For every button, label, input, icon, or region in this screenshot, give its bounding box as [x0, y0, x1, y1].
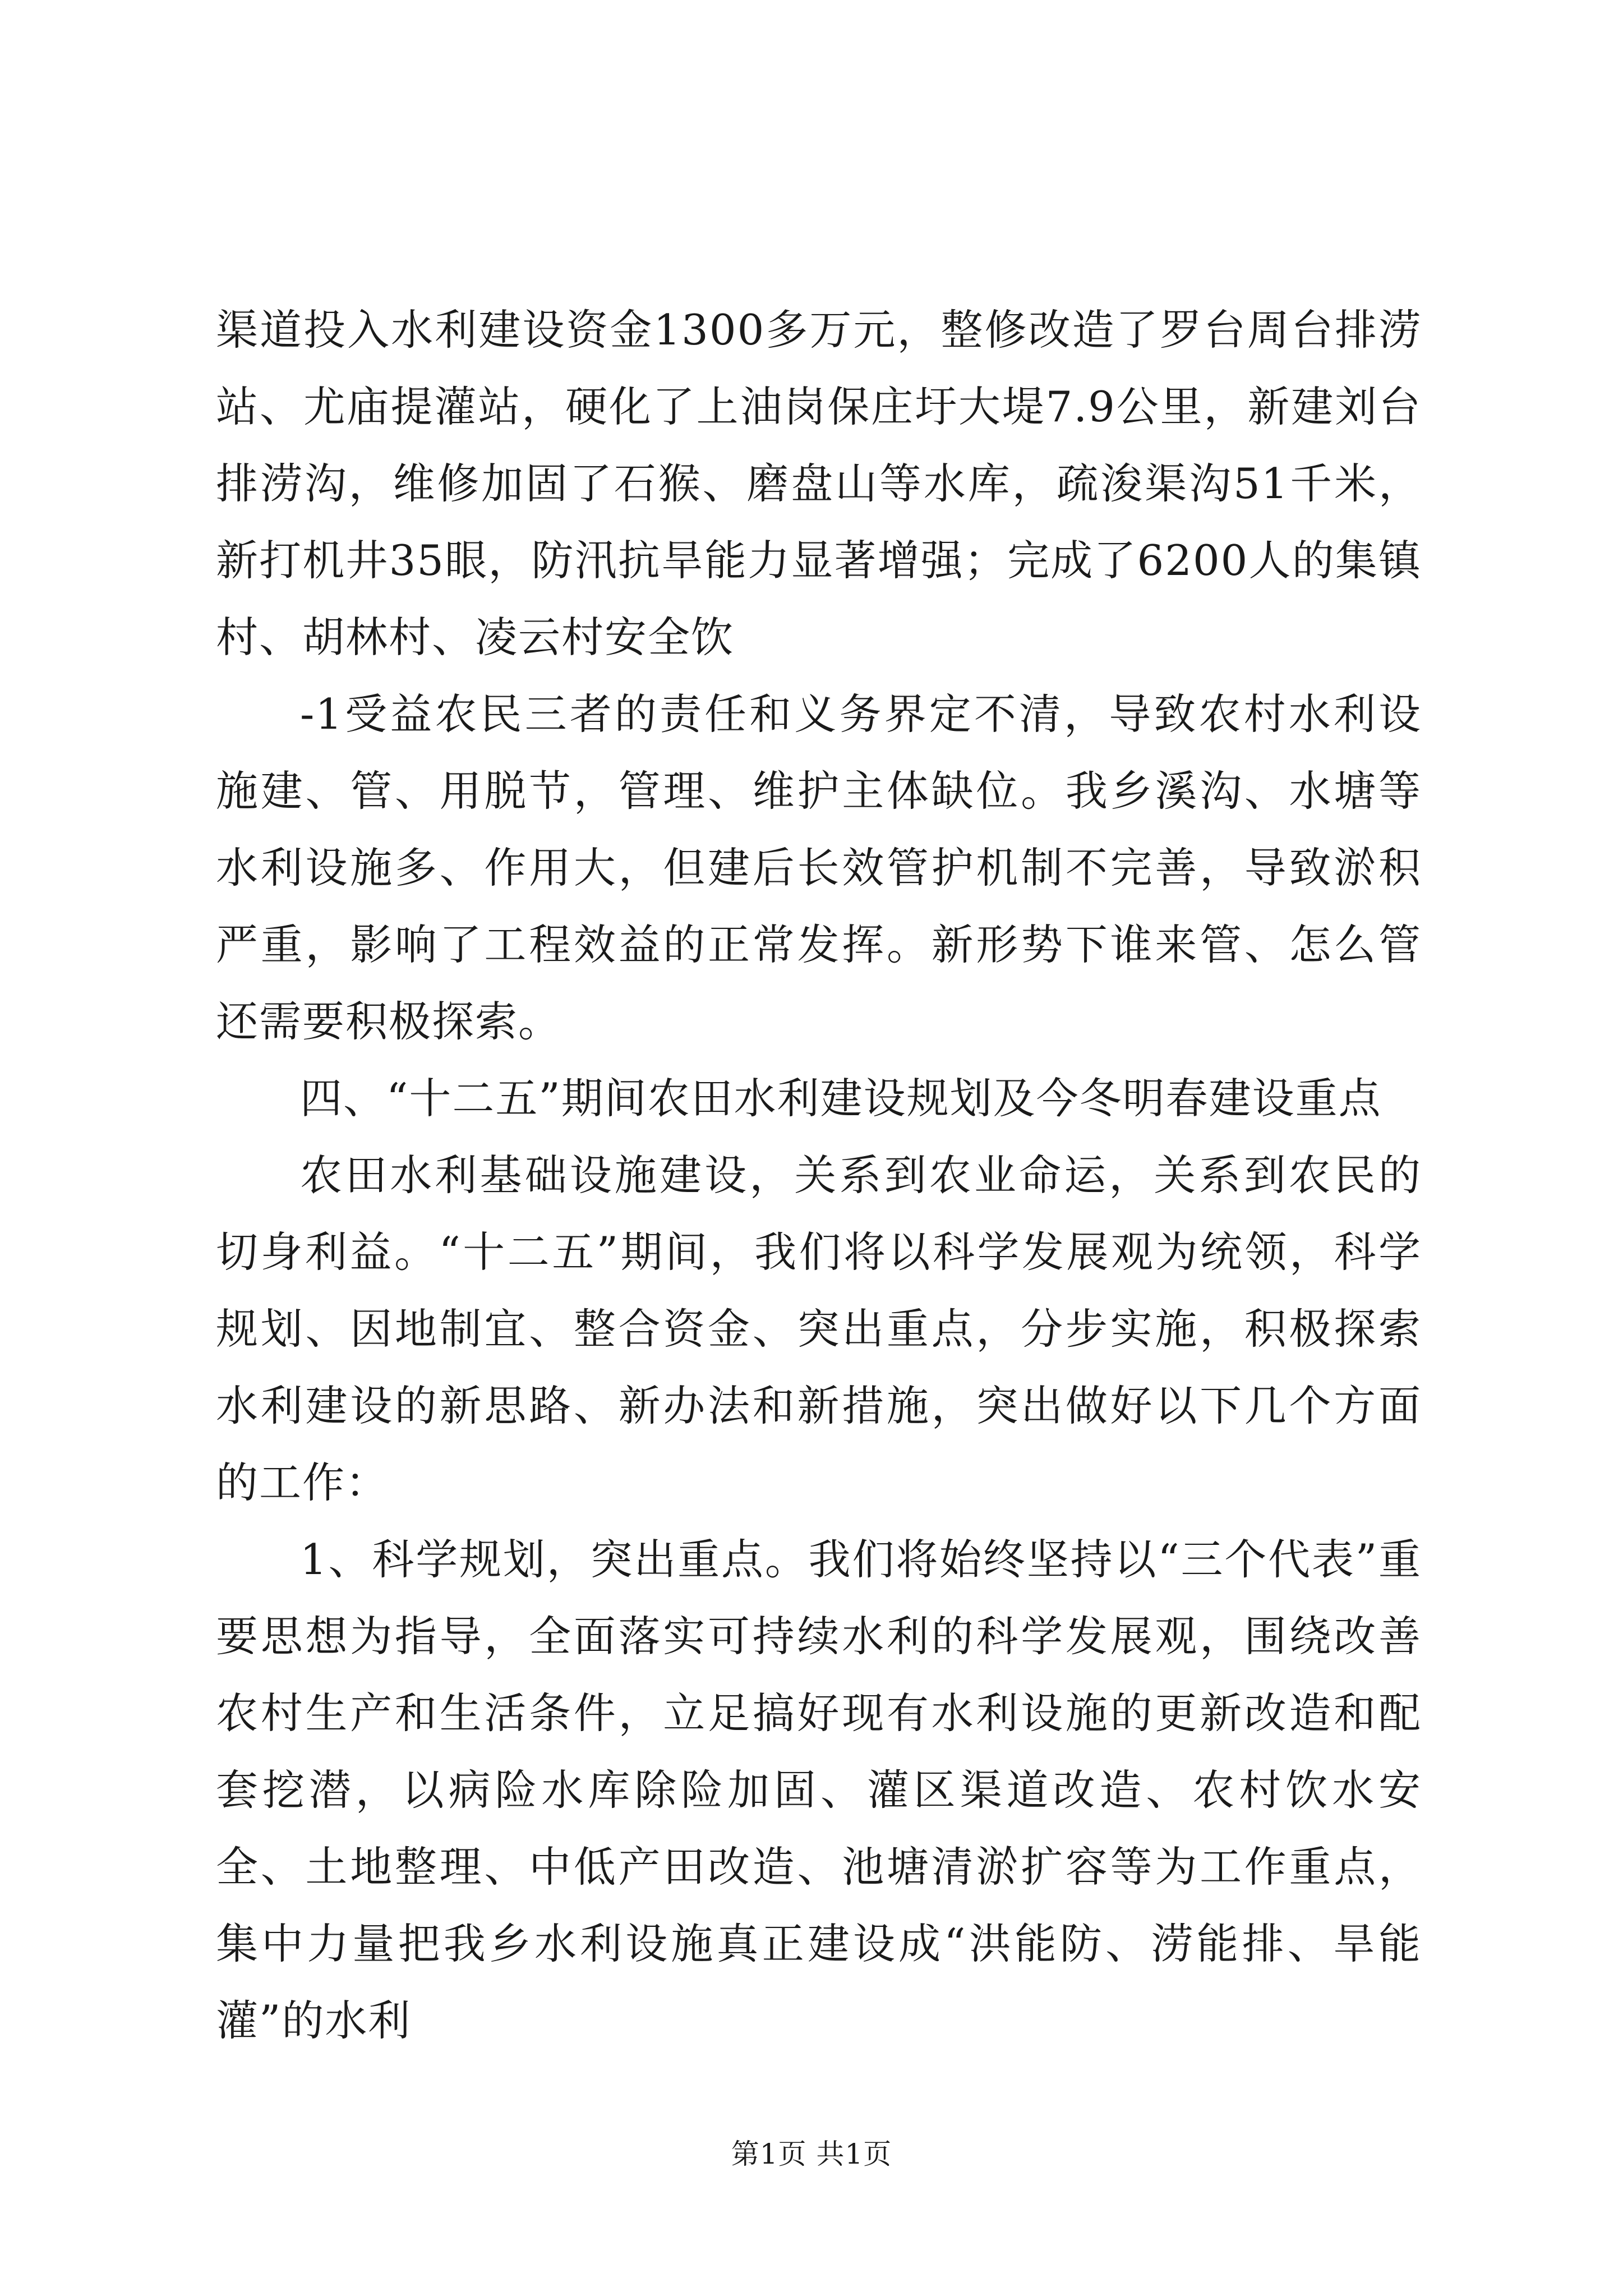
document-body [216, 292, 1422, 2059]
section-heading: 四、“十二五”期间农田水利建设规划及今冬明春建设重点 [300, 1074, 1382, 1123]
paragraph-item-1: 1、科学规划，突出重点。我们将始终坚持以“三个代表”重要思想为指导，全面落实可持续水利的科学发展观，围绕改善农村生产和生活条件，立足搞好现有水利设施的更新改造和配套挖潜，以病险水库除险加固、灌区渠道改造、农村饮水安全、土地整理、中低产田改造、池塘清淤扩容等为工作重点，集中力量把我乡水利设施真正建设成“洪能防、涝能排、旱能灌”的水利 [216, 1535, 1422, 2045]
paragraph-continued: 渠道投入水利建设资金1300多万元，整修改造了罗台周台排涝站、尤庙提灌站，硬化了上油岗保庄圩大堤7.9公里，新建刘台排涝沟，维修加固了石猴、磨盘山等水库，疏浚渠沟51千米，新打机井35眼，防汛抗旱能力显著增强；完成了6200人的集镇村、胡林村、凌云村安全饮 [216, 305, 1422, 662]
page-footer: 第1页 共1页 [731, 2138, 892, 2170]
paragraph-planning-intro: 农田水利基础设施建设，关系到农业命运，关系到农民的切身利益。“十二五”期间，我们将以科学发展观为统领，科学规划、因地制宜、整合资金、突出重点，分步实施，积极探索水利建设的新思路、新办法和新措施，突出做好以下几个方面的工作： [216, 1151, 1422, 1507]
paragraph-responsibility: -1受益农民三者的责任和义务界定不清，导致农村水利设施建、管、用脱节，管理、维护主体缺位。我乡溪沟、水塘等水利设施多、作用大，但建后长效管护机制不完善，导致淤积严重，影响了工程效益的正常发挥。新形势下谁来管、怎么管还需要积极探索。 [216, 689, 1422, 1046]
